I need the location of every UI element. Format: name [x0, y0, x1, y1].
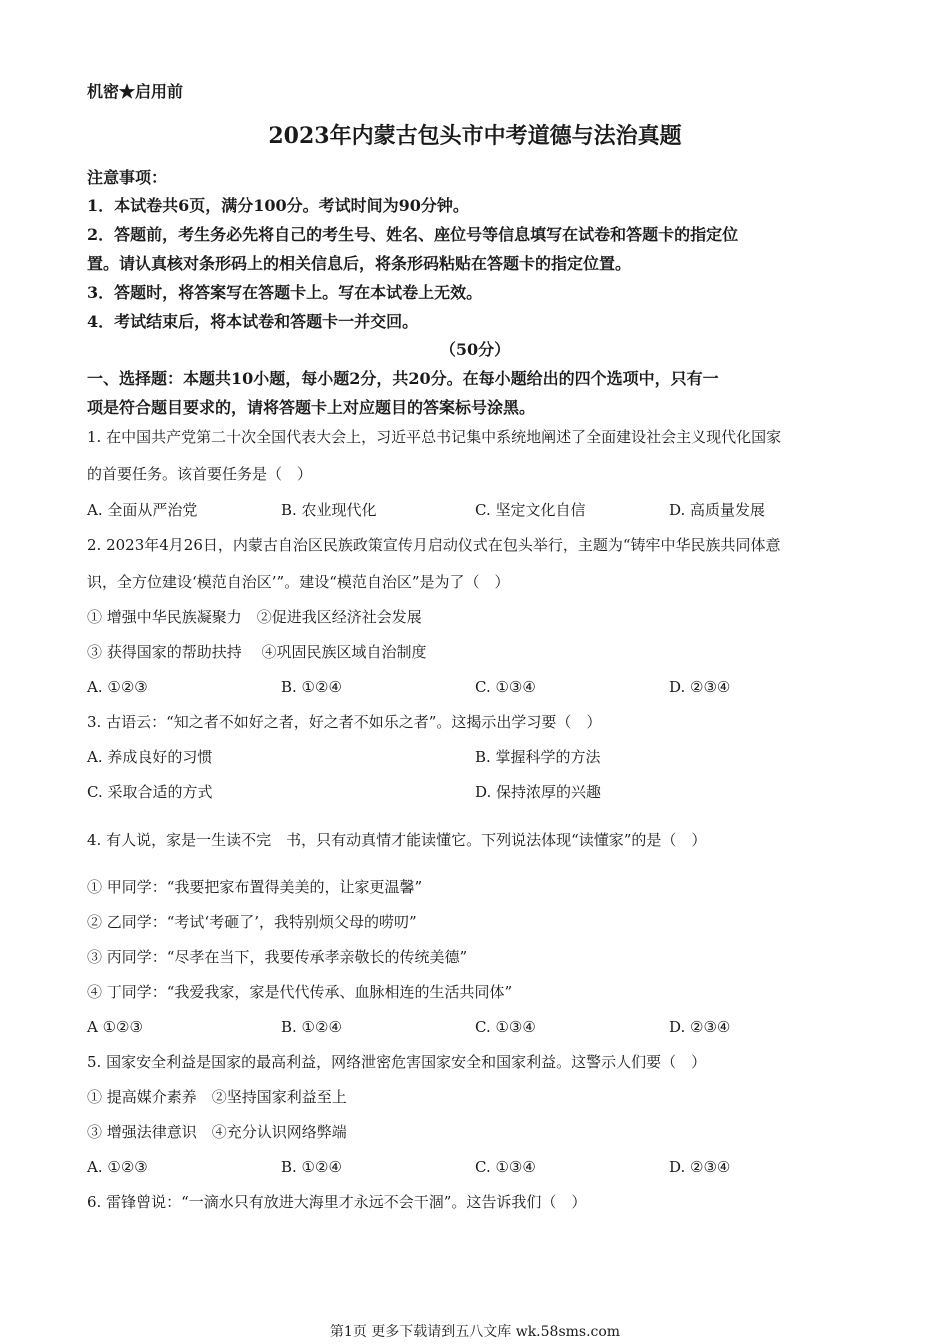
option-b: B. 农业现代化	[281, 501, 377, 519]
question-stem: 1. 在中国共产党第二十次全国代表大会上，习近平总书记集中系统地阐述了全面建设社会主义现代化国家	[87, 428, 782, 446]
option-a: A. 全面从严治党	[87, 501, 198, 519]
question-stem: 识，全方位建设‘模范自治区’”。建设“模范自治区”是为了（ ）	[87, 573, 510, 591]
option-c: C. ①③④	[475, 1018, 536, 1036]
question-statement: ③ 获得国家的帮助扶持 ④巩固民族区域自治制度	[87, 643, 427, 661]
question-stem: 2. 2023年4月26日，内蒙古自治区民族政策宣传月启动仪式在包头举行，主题为“铸牢中华民族共同体意	[87, 536, 781, 554]
option-c: C. ①③④	[475, 1158, 536, 1176]
question-statement: ① 增强中华民族凝聚力 ②促进我区经济社会发展	[87, 608, 422, 626]
option-c: C. 坚定文化自信	[475, 501, 586, 519]
question-statement: ③ 增强法律意识 ④充分认识网络弊端	[87, 1123, 347, 1141]
question-stem: 4. 有人说，家是一生读不完 书，只有动真情才能读懂它。下列说法体现“读懂家”的是（ ）	[87, 831, 707, 849]
score-label: （50分）	[439, 340, 511, 359]
option-c: C. ①③④	[475, 678, 536, 696]
option-b: B. ①②④	[281, 1018, 342, 1036]
page-footer: 第1页 更多下载请到五八文库 wk.58sms.com	[329, 1324, 621, 1340]
question-statement: ③ 丙同学：“尽孝在当下，我要传承孝亲敬长的传统美德”	[87, 948, 468, 966]
question-statement: ① 甲同学：“我要把家布置得美美的，让家更温馨”	[87, 878, 423, 896]
question-statement: ④ 丁同学：“我爱我家，家是代代传承、血脉相连的生活共同体”	[87, 983, 513, 1001]
question-stem: 6. 雷锋曾说：“一滴水只有放进大海里才永远不会干涸”。这告诉我们（ ）	[87, 1193, 587, 1211]
notice-item: 4．考试结束后，将本试卷和答题卡一并交回。	[87, 312, 419, 331]
question-statement: ① 提高媒介素养 ②坚持国家利益至上	[87, 1088, 347, 1106]
page-title: 2023年内蒙古包头市中考道德与法治真题	[268, 123, 682, 149]
section-instructions: 一、选择题：本题共10小题，每小题2分，共20分。在每小题给出的四个选项中，只有一	[87, 369, 719, 388]
notice-item: 3．答题时，将答案写在答题卡上。写在本试卷上无效。	[87, 283, 483, 302]
option-a: A ①②③	[87, 1018, 143, 1036]
option-b: B. 掌握科学的方法	[475, 748, 601, 766]
question-statement: ② 乙同学：“考试‘考砸了’，我特别烦父母的唠叨”	[87, 913, 417, 931]
option-d: D. ②③④	[669, 1158, 731, 1176]
option-d: D. 保持浓厚的兴趣	[475, 783, 602, 801]
question-stem: 的首要任务。该首要任务是（ ）	[87, 465, 313, 483]
option-a: A. ①②③	[87, 678, 148, 696]
notice-item: 2．答题前，考生务必先将自己的考生号、姓名、座位号等信息填写在试卷和答题卡的指定位	[87, 225, 739, 244]
question-stem: 3. 古语云：“知之者不如好之者，好之者不如乐之者”。这揭示出学习要（ ）	[87, 713, 602, 731]
option-d: D. ②③④	[669, 1018, 731, 1036]
notice-heading: 注意事项：	[87, 168, 168, 187]
section-instructions: 项是符合题目要求的，请将答题卡上对应题目的答案标号涂黑。	[87, 398, 536, 417]
confidential-label: 机密★启用前	[87, 82, 184, 101]
question-stem: 5. 国家安全利益是国家的最高利益，网络泄密危害国家安全和国家利益。这警示人们要（ ）	[87, 1053, 707, 1071]
option-b: B. ①②④	[281, 1158, 342, 1176]
notice-item: 1．本试卷共6页，满分100分。考试时间为90分钟。	[87, 196, 469, 215]
option-a: A. ①②③	[87, 1158, 148, 1176]
option-d: D. ②③④	[669, 678, 731, 696]
option-c: C. 采取合适的方式	[87, 783, 213, 801]
option-b: B. ①②④	[281, 678, 342, 696]
option-a: A. 养成良好的习惯	[87, 748, 213, 766]
option-d: D. 高质量发展	[669, 501, 766, 519]
notice-item: 置。请认真核对条形码上的相关信息后，将条形码粘贴在答题卡的指定位置。	[87, 254, 632, 273]
